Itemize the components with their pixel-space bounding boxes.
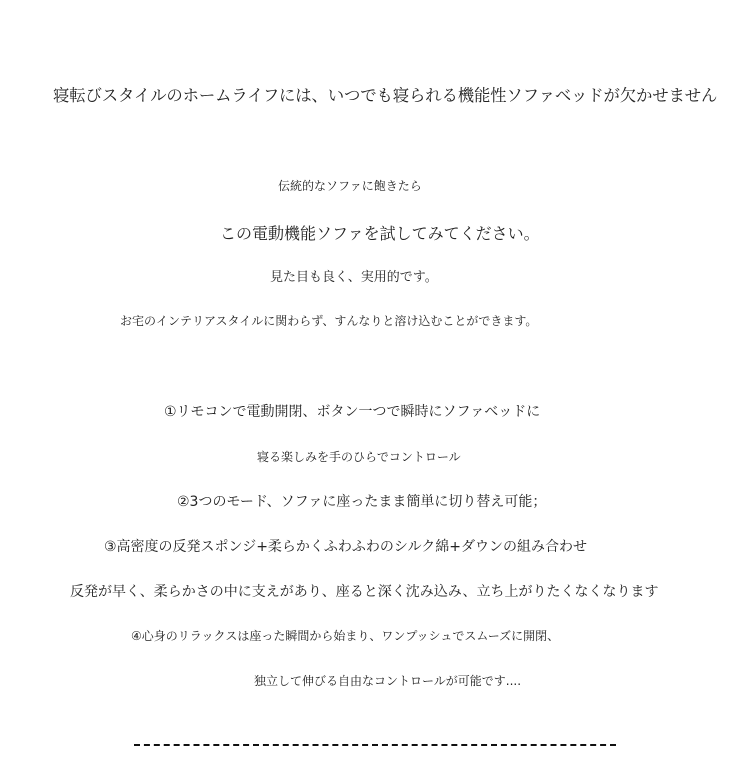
intro-line-1: 伝統的なソファに飽きたら xyxy=(278,179,422,193)
feature-3-line-2: 反発が早く、柔らかさの中に支えがあり、座ると深く沈み込み、立ち上がりたくなくなります xyxy=(70,584,659,600)
intro-line-2: この電動機能ソファを試してみてください。 xyxy=(220,224,540,243)
feature-3-line-1: ③高密度の反発スポンジ+柔らかくふわふわのシルク綿+ダウンの組み合わせ xyxy=(104,539,588,555)
intro-line-3: 見た目も良く、実用的です。 xyxy=(270,270,438,285)
headline: 寝転びスタイルのホームライフには、いつでも寝られる機能性ソファベッドが欠かせません xyxy=(53,86,718,105)
feature-4-line-1: ④心身のリラックスは座った瞬間から始まり、ワンプッシュでスムーズに開閉、 xyxy=(131,629,560,643)
feature-2-line-1: ②3つのモード、ソファに座ったまま簡単に切り替え可能； xyxy=(177,494,547,510)
feature-4-line-2: 独立して伸びる自由なコントロールが可能です.... xyxy=(254,674,522,688)
dashed-divider xyxy=(134,744,616,746)
feature-1-line-2: 寝る楽しみを手のひらでコントロール xyxy=(257,450,461,464)
feature-1-line-1: ①リモコンで電動開閉、ボタン一つで瞬時にソファベッドに xyxy=(164,404,541,420)
intro-line-4: お宅のインテリアスタイルに関わらず、すんなりと溶け込むことができます。 xyxy=(120,314,538,328)
